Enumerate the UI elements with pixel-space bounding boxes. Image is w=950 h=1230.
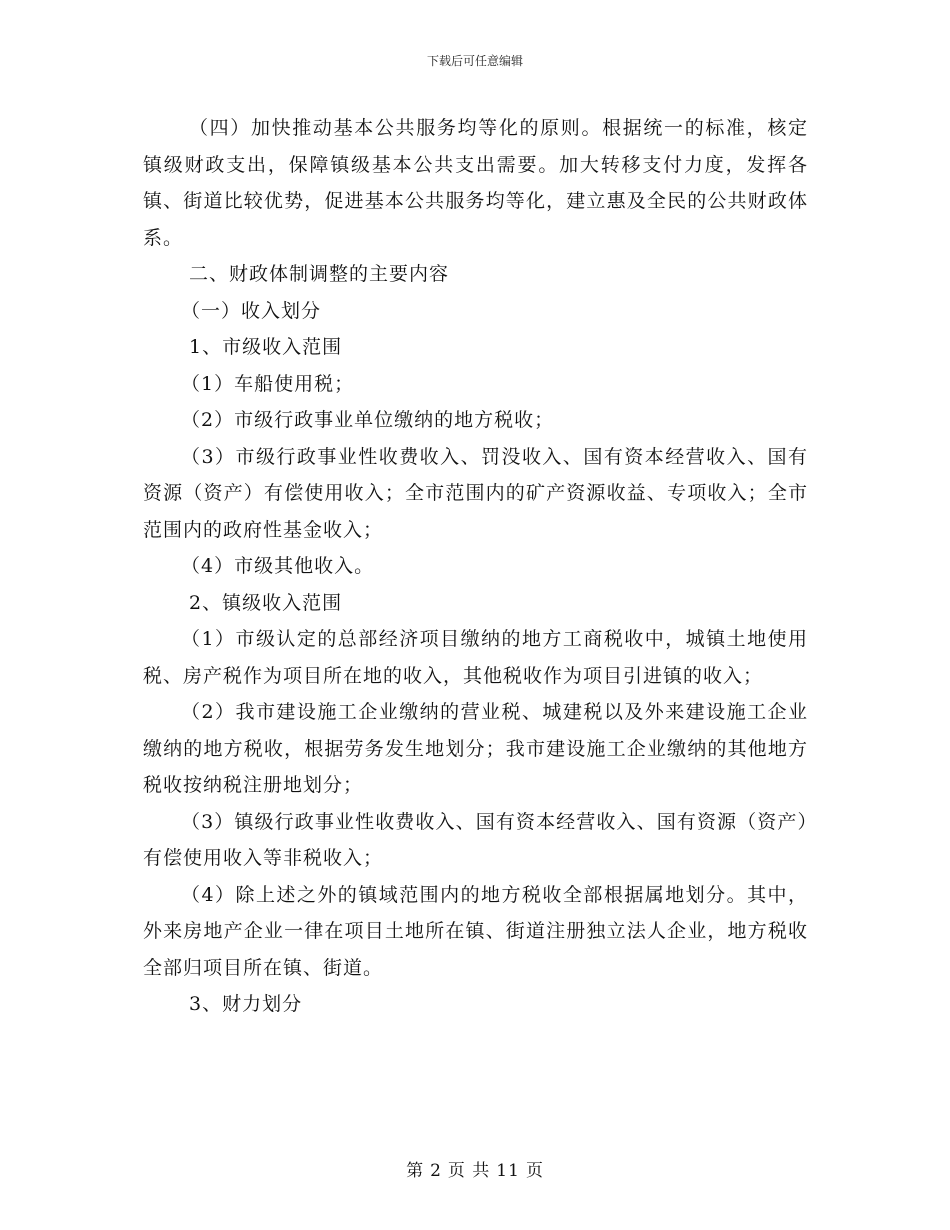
subsection-heading-revenue-division: （一）收入划分 [181,299,322,322]
page-header: 下载后可任意编辑 [426,54,523,68]
footer-prefix: 第 [406,1161,425,1181]
list-item-city-4: （4）市级其他收入。 [181,555,375,577]
document-body [143,110,808,1023]
total-page-count: 11 [496,1161,520,1181]
list-item-city-3: （3）市级行政事业性收费收入、罚没收入、国有资本经营收入、国有资源（资产）有偿使用收入；全市范围内的矿产资源收益、专项收入；全市范围内的政府性基金收入； [143,445,808,541]
list-item-town-2: （2）我市建设施工企业缴纳的营业税、城建税以及外来建设施工企业缴纳的地方税收，根据劳务发生地划分；我市建设施工企业缴纳的其他地方税收按纳税注册地划分； [143,701,808,796]
list-item-town-1: （1）市级认定的总部经济项目缴纳的地方工商税收中，城镇土地使用税、房产税作为项目所在地的收入，其他税收作为项目引进镇的收入； [143,628,808,687]
list-item-town-3: （3）镇级行政事业性收费收入、国有资本经营收入、国有资源（资产）有偿使用收入等非税收入； [143,810,808,869]
list-item-town-4: （4）除上述之外的镇域范围内的地方税收全部根据属地划分。其中，外来房地产企业一律在项目土地所在镇、街道注册独立法人企业，地方税收全部归项目所在镇、街道。 [143,883,808,979]
section-heading-2: 二、财政体制调整的主要内容 [189,263,450,285]
paragraph-principle-4: （四）加快推动基本公共服务均等化的原则。根据统一的标准，核定镇级财政支出，保障镇级基本公共支出需要。加大转移支付力度，发挥各镇、街道比较优势，促进基本公共服务均等化，建立惠及全民的公共财政体系。 [143,117,808,249]
item-heading-city-revenue: 1、市级收入范围 [189,336,343,358]
page-number-footer [0,1156,950,1181]
current-page-number: 2 [430,1161,442,1181]
item-heading-town-revenue: 2、镇级收入范围 [189,591,343,614]
list-item-city-1: （1）车船使用税； [181,372,355,395]
footer-suffix: 页 [525,1161,544,1181]
list-item-city-2: （2）市级行政事业单位缴纳的地方税收； [181,409,555,431]
item-heading-fiscal-division: 3、财力划分 [189,993,303,1015]
footer-middle: 页 共 [447,1161,491,1181]
